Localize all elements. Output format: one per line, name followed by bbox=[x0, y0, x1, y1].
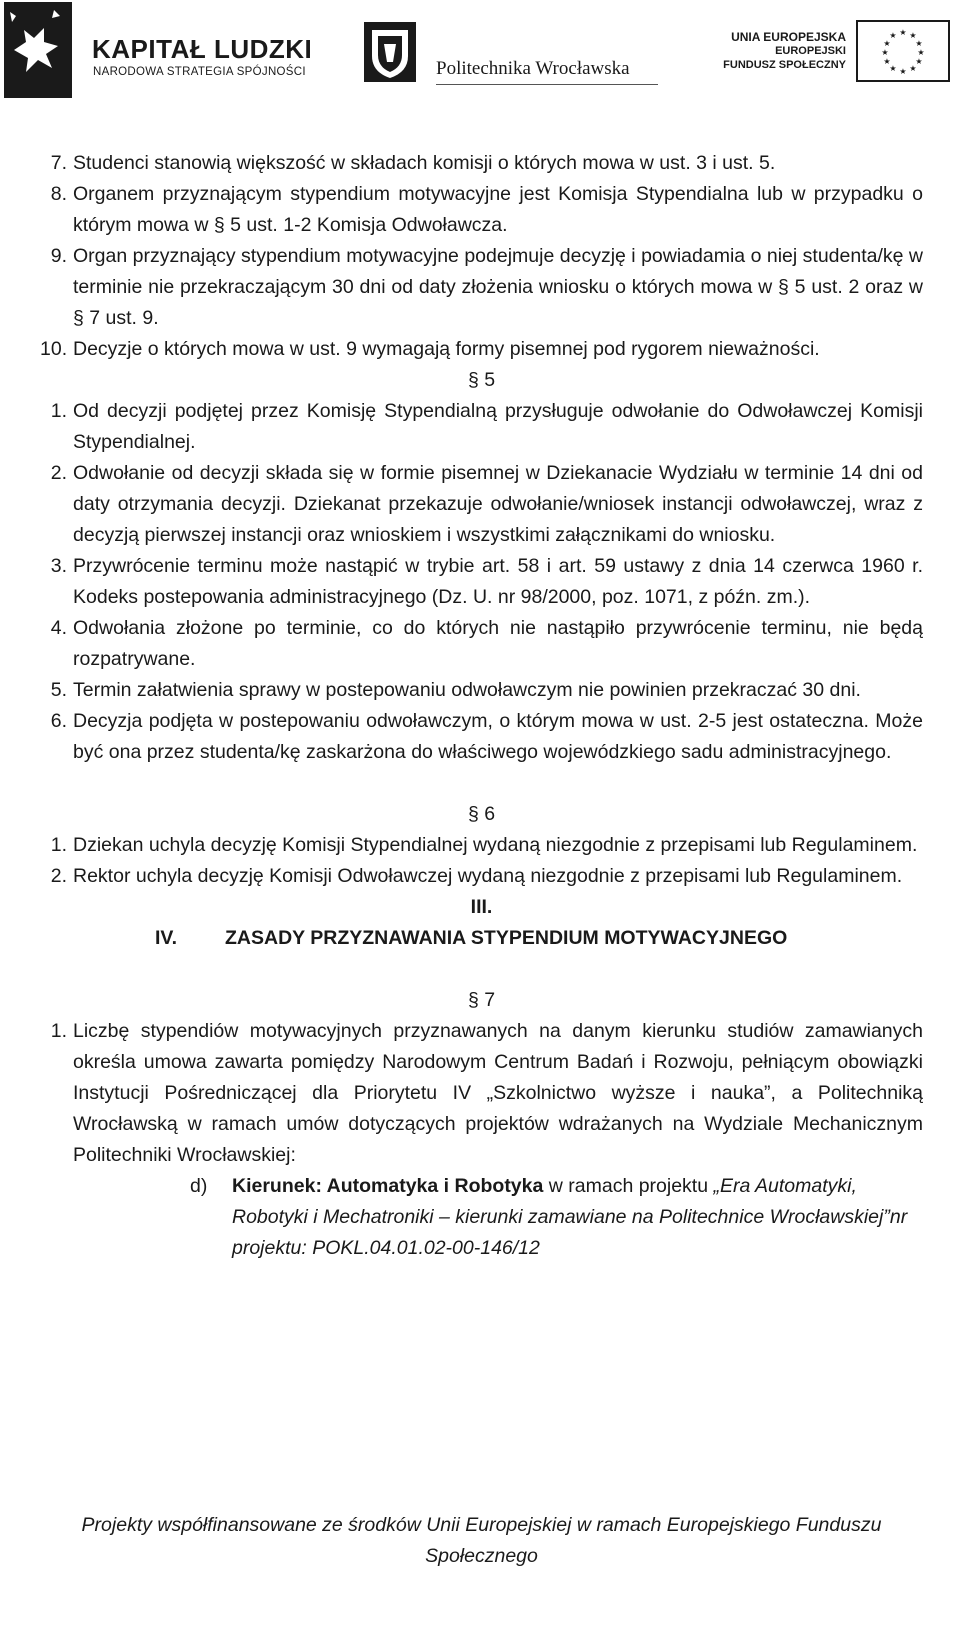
item-number: 9. bbox=[50, 245, 67, 267]
section-4-number: IV. bbox=[154, 927, 177, 949]
svg-text:★: ★ bbox=[899, 67, 907, 76]
item-number: 1. bbox=[50, 834, 67, 856]
section-4-title: ZASADY PRZYZNAWANIA STYPENDIUM MOTYWACYJNEGO bbox=[225, 927, 788, 949]
kapital-ludzki-title: KAPITAŁ LUDZKI bbox=[92, 34, 313, 64]
list-item bbox=[40, 334, 923, 365]
spacer bbox=[40, 768, 923, 799]
sub-item-italic: „Era Automatyki, Robotyki i Mechatroniki – kierunki zamawiane na Politechnice Wrocławskiej”nr projektu: POKL.04.01.02-00-146/12 bbox=[232, 1175, 908, 1259]
page-footer: Projekty współfinansowane ze środków Unii Europejskiej w ramach Europejskiego Funduszu Społecznego bbox=[81, 1514, 882, 1567]
politechnika-name: Politechnika Wrocławska bbox=[436, 58, 630, 79]
list-item bbox=[40, 830, 923, 861]
ue-line-3: FUNDUSZ SPOŁECZNY bbox=[723, 59, 846, 71]
list-c bbox=[40, 830, 923, 892]
paragraph-6-heading: § 6 bbox=[467, 803, 496, 825]
list-b bbox=[40, 396, 923, 768]
politechnika-underline bbox=[436, 84, 658, 85]
list-d bbox=[40, 1016, 923, 1171]
list-item bbox=[40, 1016, 923, 1171]
svg-text:★: ★ bbox=[915, 39, 923, 48]
item-text: Przywrócenie terminu może nastąpić w trybie art. 58 i art. 59 ustawy z dnia 14 czerwca 1960 r. Kodeks postepowania administracyjnego (Dz. U. nr 98/2000, poz. 1071, z późn. zm.). bbox=[73, 555, 923, 608]
list-item bbox=[40, 706, 923, 768]
list-a bbox=[40, 148, 923, 365]
section-3-heading: III. bbox=[470, 896, 493, 918]
ue-line-1: UNIA EUROPEJSKA bbox=[731, 30, 846, 44]
sub-list-item bbox=[190, 1171, 923, 1264]
section-4-heading bbox=[40, 923, 923, 954]
sub-item-plain: w ramach projektu bbox=[543, 1175, 714, 1197]
item-text: Organ przyznający stypendium motywacyjne podejmuje decyzję i powiadamia o niej studenta/kę w terminie nie przekraczającym 30 dni od daty złożenia wniosku o których mowa w § 5 ust. 2 oraz w § 7 ust. 9. bbox=[73, 245, 923, 329]
item-number: 5. bbox=[50, 679, 67, 701]
svg-text:★: ★ bbox=[883, 57, 891, 66]
item-text: Decyzja podjęta w postepowaniu odwoławczym, o którym mowa w ust. 2-5 jest ostateczna. Może być ona przez studenta/kę zaskarżona do właściwego wojewódzkiego sadu administracyjnego. bbox=[73, 710, 923, 763]
item-text: Rektor uchyla decyzję Komisji Odwoławczej wydaną niezgodnie z przepisami lub Regulaminem. bbox=[73, 865, 903, 887]
document-body bbox=[40, 148, 923, 1264]
sub-item-letter: d) bbox=[190, 1175, 208, 1197]
ue-line-2: EUROPEJSKI bbox=[775, 45, 846, 57]
svg-text:★: ★ bbox=[917, 48, 925, 57]
list-item bbox=[40, 861, 923, 892]
item-text: Liczbę stypendiów motywacyjnych przyznawanych na danym kierunku studiów zamawianych określa umowa zawarta pomiędzy Narodowym Centrum Badań i Rozwoju, pełniącym obowiązki Instytucji Pośredniczącej dla Priorytetu IV „Szkolnictwo wyższe i nauka”, a Politechniką Wrocławską w ramach umów dotyczących projektów wdrażanych na Wydziale Mechanicznym Politechniki Wrocławskiej: bbox=[73, 1020, 923, 1166]
list-item bbox=[40, 458, 923, 551]
politechnika-crest-icon bbox=[364, 22, 416, 82]
eu-flag-icon bbox=[856, 20, 950, 82]
item-text: Dziekan uchyla decyzję Komisji Stypendialnej wydaną niezgodnie z przepisami lub Regulaminem. bbox=[73, 834, 918, 856]
item-number: 6. bbox=[50, 710, 67, 732]
svg-text:★: ★ bbox=[889, 31, 897, 40]
item-number: 2. bbox=[50, 865, 67, 887]
item-text: Od decyzji podjętej przez Komisję Stypendialną przysługuje odwołanie do Odwoławczej Komisji Stypendialnej. bbox=[73, 400, 923, 453]
svg-text:★: ★ bbox=[883, 39, 891, 48]
list-item bbox=[40, 179, 923, 241]
sub-item-text bbox=[232, 1171, 923, 1264]
item-number: 1. bbox=[50, 400, 67, 422]
list-item bbox=[40, 675, 923, 706]
list-item bbox=[40, 613, 923, 675]
page-header bbox=[0, 0, 960, 110]
item-text: Odwołanie od decyzji składa się w formie pisemnej w Dziekanacie Wydziału w terminie 14 dni od daty otrzymania decyzji. Dziekanat przekazuje odwołanie/wniosek instancji odwoławczej, wraz z decyzją pierwszej instancji oraz wnioskiem i wszystkimi załącznikami do wniosku. bbox=[73, 462, 923, 546]
item-text: Organem przyznającym stypendium motywacyjne jest Komisja Stypendialna lub w przypadku o którym mowa w § 5 ust. 1-2 Komisja Odwoławcza. bbox=[73, 183, 923, 236]
svg-text:★: ★ bbox=[909, 64, 917, 73]
list-item bbox=[40, 396, 923, 458]
kapital-ludzki-subtitle: NARODOWA STRATEGIA SPÓJNOŚCI bbox=[93, 66, 306, 78]
item-text: Odwołania złożone po terminie, co do których nie nastąpiło przywrócenie terminu, nie będą rozpatrywane. bbox=[73, 617, 923, 670]
ue-text-block bbox=[640, 30, 846, 72]
item-number: 3. bbox=[50, 555, 67, 577]
item-number: 7. bbox=[50, 152, 67, 174]
kapital-ludzki-logo bbox=[4, 2, 72, 98]
sub-item-bold: Kierunek: Automatyka i Robotyka bbox=[232, 1175, 544, 1197]
item-text: Studenci stanowią większość w składach komisji o których mowa w ust. 3 i ust. 5. bbox=[73, 152, 776, 174]
list-item bbox=[40, 148, 923, 179]
item-number: 4. bbox=[50, 617, 67, 639]
svg-text:★: ★ bbox=[889, 64, 897, 73]
paragraph-7-heading: § 7 bbox=[467, 989, 496, 1011]
svg-text:★: ★ bbox=[881, 48, 889, 57]
paragraph-5-heading: § 5 bbox=[467, 369, 496, 391]
item-number: 10. bbox=[40, 338, 68, 360]
item-number: 1. bbox=[50, 1020, 67, 1042]
list-item bbox=[40, 241, 923, 334]
list-item bbox=[40, 551, 923, 613]
svg-text:★: ★ bbox=[909, 31, 917, 40]
item-text: Termin załatwienia sprawy w postepowaniu odwoławczym nie powinien przekraczać 30 dni. bbox=[73, 679, 861, 701]
spacer bbox=[40, 954, 923, 985]
item-number: 8. bbox=[50, 183, 67, 205]
item-number: 2. bbox=[50, 462, 67, 484]
svg-text:★: ★ bbox=[899, 28, 907, 37]
svg-text:★: ★ bbox=[915, 57, 923, 66]
item-text: Decyzje o których mowa w ust. 9 wymagają formy pisemnej pod rygorem nieważności. bbox=[73, 338, 820, 360]
